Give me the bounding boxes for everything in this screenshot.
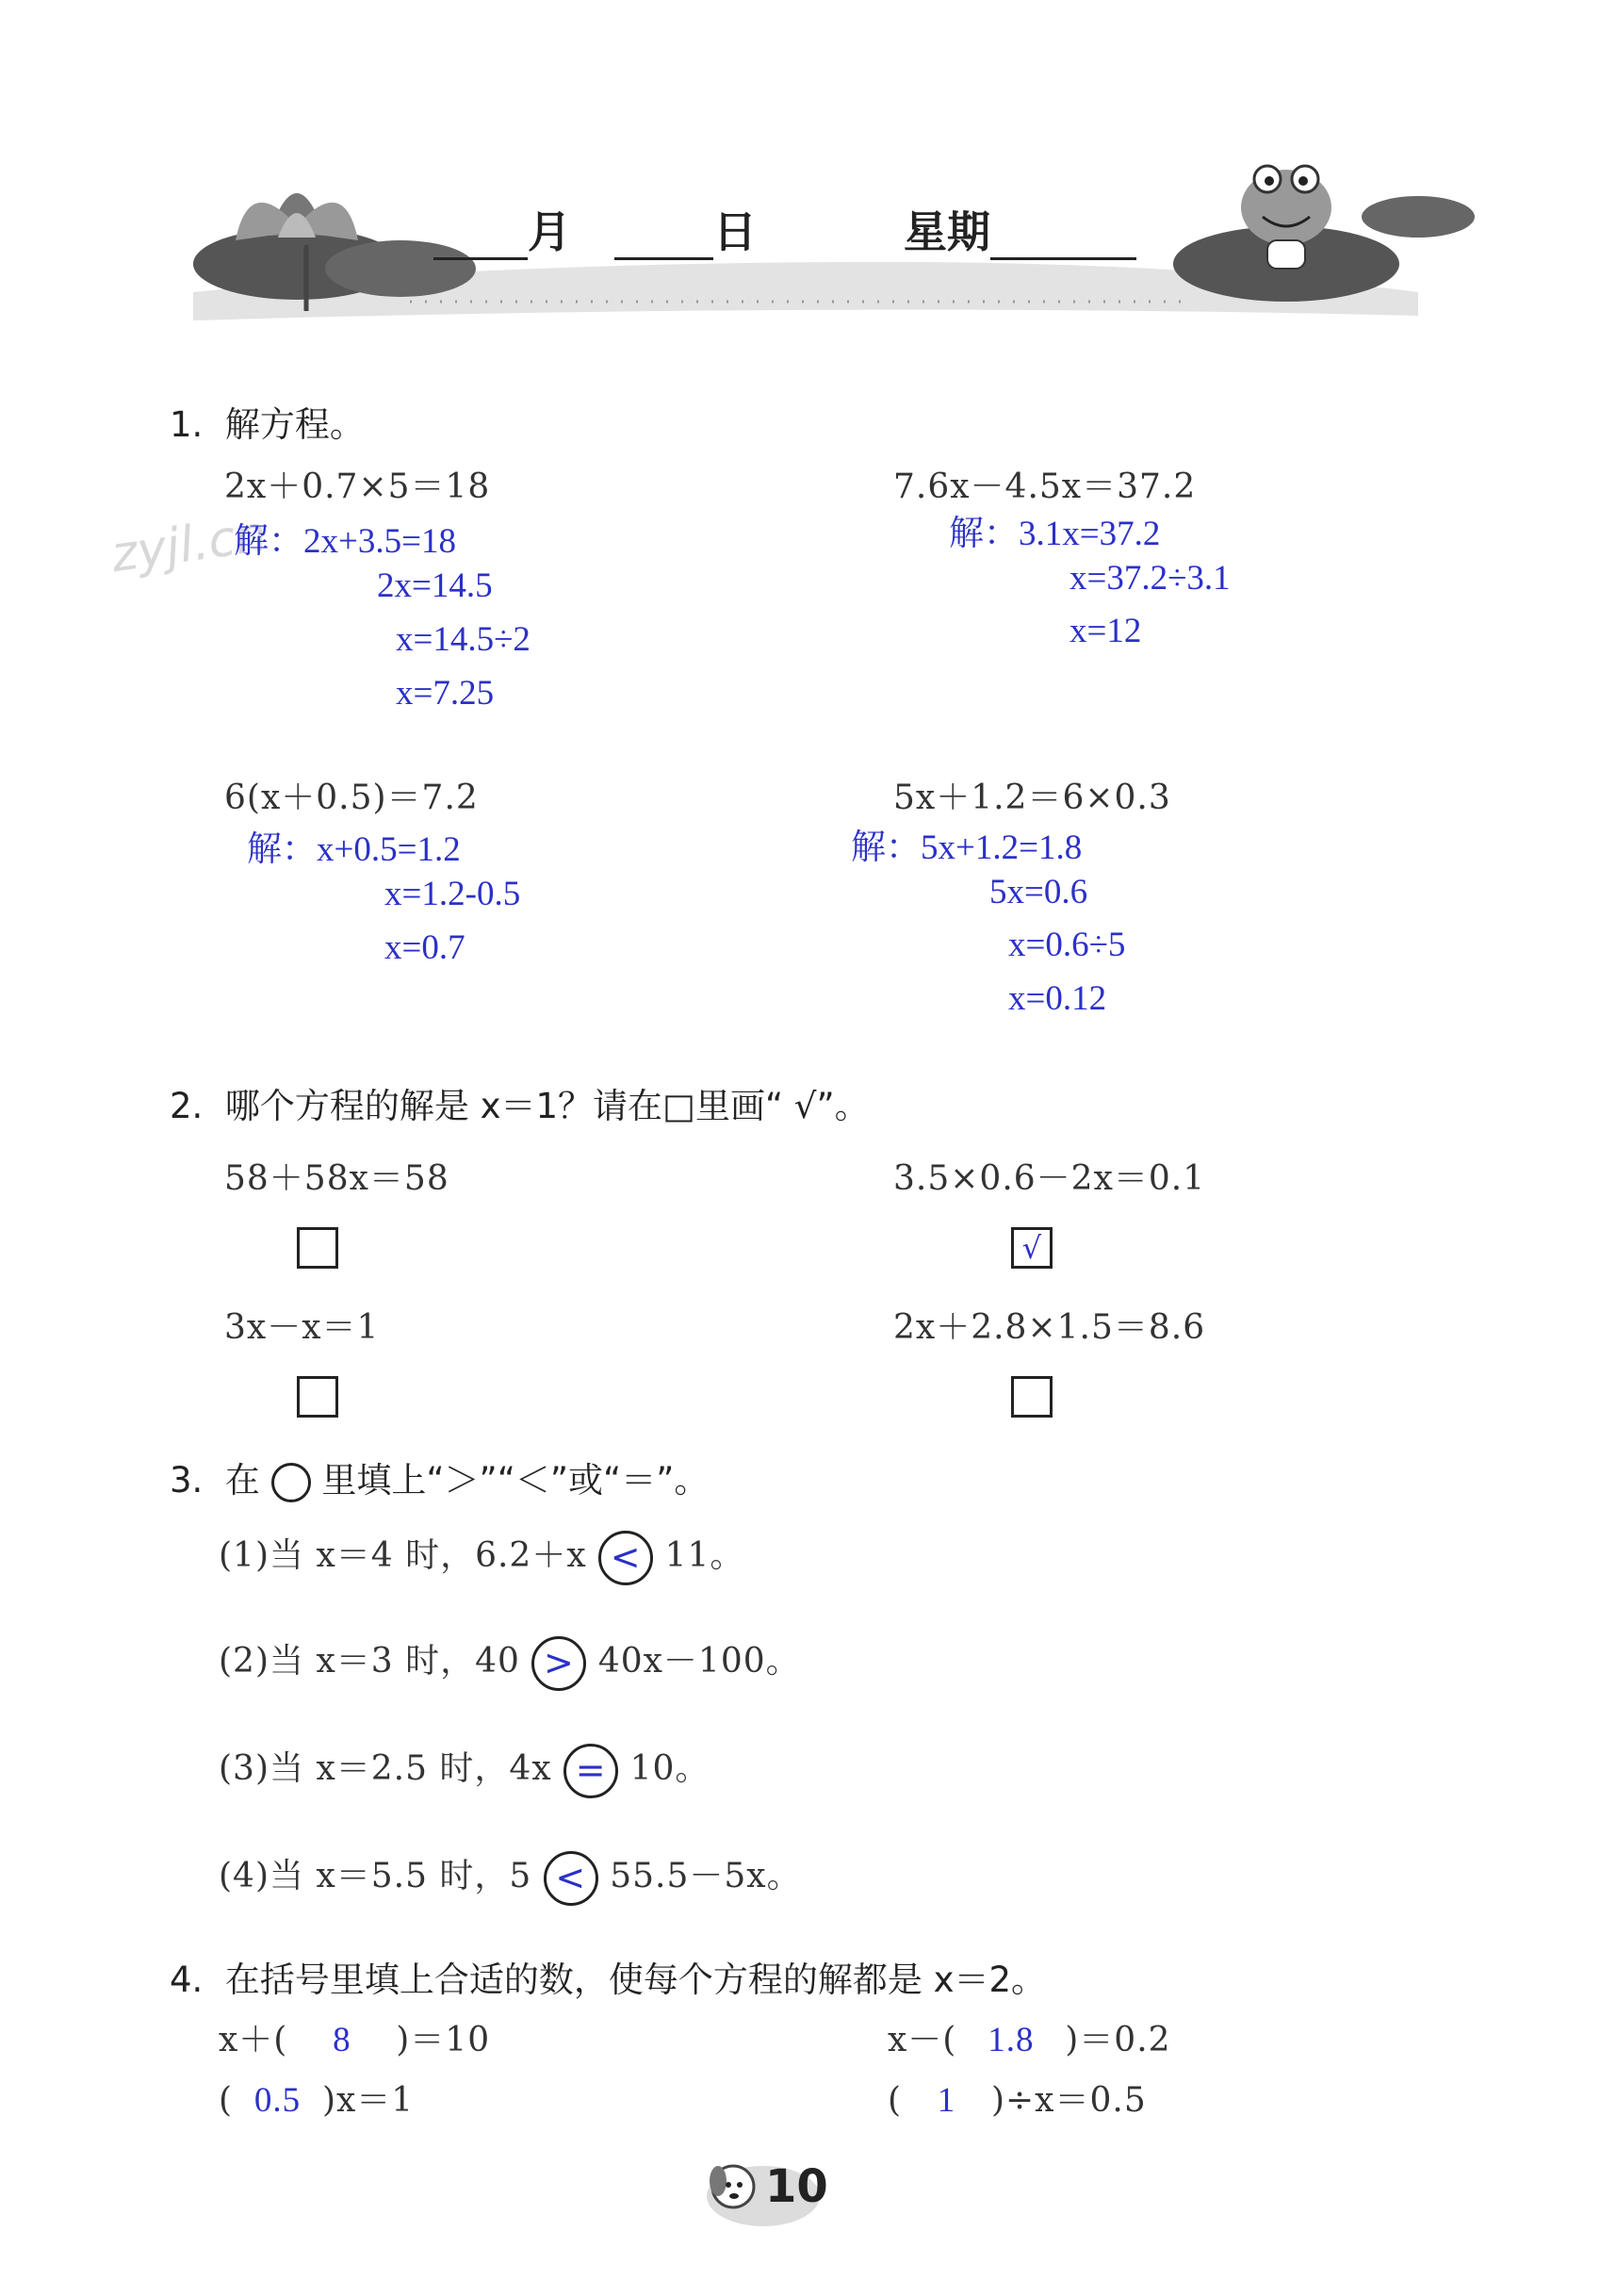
q2-text: 哪个方程的解是 x＝1？请在□里画“ √”。 — [224, 1086, 870, 1126]
q4b-equation — [888, 2013, 1171, 2061]
q4d-prefix: ( — [888, 2081, 903, 2120]
q1c-equation: 6(x＋0.5)＝7.2 — [224, 779, 479, 817]
q2a-checkbox[interactable] — [297, 1227, 338, 1269]
q1d-equation: 5x＋1.2＝6×0.3 — [893, 779, 1171, 817]
q3-item-2-answer-circle[interactable]: > — [531, 1636, 586, 1691]
q4c-suffix: )x＝1 — [321, 2081, 415, 2120]
circle-icon — [271, 1463, 311, 1502]
q1d-step-2: 5x=0.6 — [989, 873, 1088, 911]
q1a-step-3: x=14.5÷2 — [396, 620, 531, 659]
q4c-answer[interactable]: 0.5 — [253, 2081, 302, 2120]
q3-item-1-expression: (1)当 x＝4 时，6.2＋x — [219, 1536, 587, 1575]
q1a-equation: 2x＋0.7×5＝18 — [224, 467, 491, 506]
q2-number: 2. — [170, 1086, 204, 1126]
header-date-line — [433, 198, 1136, 260]
q2c-equation: 3x－x＝1 — [224, 1308, 380, 1347]
q1b-step-1: 解：3.1x=37.2 — [949, 515, 1161, 553]
q1a-step-2: 2x=14.5 — [377, 566, 493, 605]
q2a-equation: 58＋58x＝58 — [224, 1159, 449, 1198]
q1a-step-1: 解：2x+3.5=18 — [234, 522, 456, 561]
q4d-answer[interactable]: 1 — [937, 2081, 956, 2120]
q2b-equation: 3.5×0.6－2x＝0.1 — [893, 1159, 1206, 1198]
q4b-answer[interactable]: 1.8 — [988, 2021, 1035, 2059]
q2b-checkbox[interactable]: √ — [1011, 1227, 1053, 1269]
q4d-suffix: )÷x＝0.5 — [990, 2081, 1147, 2120]
q3-text-pre: 在 — [224, 1460, 260, 1501]
q1d-step-3: x=0.6÷5 — [1008, 926, 1126, 964]
q3-item-2-expression: (2)当 x＝3 时，40 — [219, 1642, 520, 1681]
q4-number: 4. — [170, 1960, 204, 2000]
q3-item-4-tail: 55.5－5x。 — [610, 1857, 802, 1895]
q4d-equation — [888, 2074, 1147, 2122]
q3-item-3-tail: 10。 — [629, 1749, 710, 1788]
q1-text: 解方程。 — [224, 404, 365, 445]
q1b-step-2: x=37.2÷3.1 — [1069, 559, 1231, 598]
q1-title — [170, 396, 365, 447]
q3-item-4-answer-circle[interactable]: < — [544, 1851, 598, 1906]
q1a-step-4: x=7.25 — [396, 674, 495, 713]
q3-item-3-expression: (3)当 x＝2.5 时，4x — [219, 1749, 552, 1788]
q1d-step-4: x=0.12 — [1008, 979, 1107, 1018]
q4c-prefix: ( — [219, 2081, 234, 2120]
weekday-label: 星期 — [904, 206, 991, 257]
q1b-equation: 7.6x－4.5x＝37.2 — [893, 467, 1197, 506]
q3-item-3 — [219, 1742, 710, 1798]
q3-item-4-expression: (4)当 x＝5.5 时，5 — [219, 1857, 532, 1895]
q2c-checkbox[interactable] — [297, 1376, 338, 1418]
q3-title — [170, 1451, 709, 1502]
q3-item-1-tail: 11。 — [664, 1536, 745, 1575]
q3-item-1-answer-circle[interactable]: < — [598, 1531, 653, 1585]
watermark: zyjl.cn — [107, 505, 270, 584]
q4-text: 在括号里填上合适的数，使每个方程的解都是 x＝2。 — [224, 1960, 1047, 2000]
q3-item-4 — [219, 1849, 802, 1906]
month-blank[interactable] — [433, 206, 528, 260]
day-label: 日 — [713, 206, 758, 257]
q2d-equation: 2x＋2.8×1.5＝8.6 — [893, 1308, 1206, 1347]
q3-item-2 — [219, 1634, 801, 1691]
q3-item-2-tail: 40x－100。 — [597, 1642, 801, 1681]
q4-title — [170, 1951, 1046, 2002]
q4a-equation — [219, 2013, 490, 2061]
q3-number: 3. — [170, 1460, 204, 1501]
q4b-suffix: )＝0.2 — [1065, 2021, 1171, 2059]
q3-item-1 — [219, 1529, 744, 1585]
q4a-answer[interactable]: 8 — [333, 2021, 351, 2059]
q4a-prefix: x＋( — [219, 2021, 288, 2059]
day-blank[interactable] — [614, 206, 713, 260]
q3-item-3-answer-circle[interactable]: = — [563, 1744, 618, 1798]
q4a-suffix: )＝10 — [396, 2021, 491, 2059]
q3-text-post: 里填上“＞”“＜”或“＝”。 — [321, 1460, 710, 1501]
page-number: 10 — [765, 2160, 828, 2213]
q1b-step-3: x=12 — [1069, 612, 1142, 650]
q2d-checkbox[interactable] — [1011, 1376, 1053, 1418]
q1d-step-1: 解：5x+1.2=1.8 — [851, 828, 1083, 867]
q4b-prefix: x－( — [888, 2021, 957, 2059]
weekday-blank[interactable] — [990, 206, 1136, 260]
q1c-step-1: 解：x+0.5=1.2 — [247, 830, 461, 869]
q1c-step-3: x=0.7 — [384, 928, 465, 967]
q2-title — [170, 1077, 870, 1128]
q4c-equation — [219, 2074, 414, 2122]
frog-on-lily-pad-icon — [1173, 166, 1475, 302]
q1c-step-2: x=1.2-0.5 — [384, 875, 521, 913]
q1-number: 1. — [170, 404, 204, 445]
month-label: 月 — [528, 206, 571, 257]
